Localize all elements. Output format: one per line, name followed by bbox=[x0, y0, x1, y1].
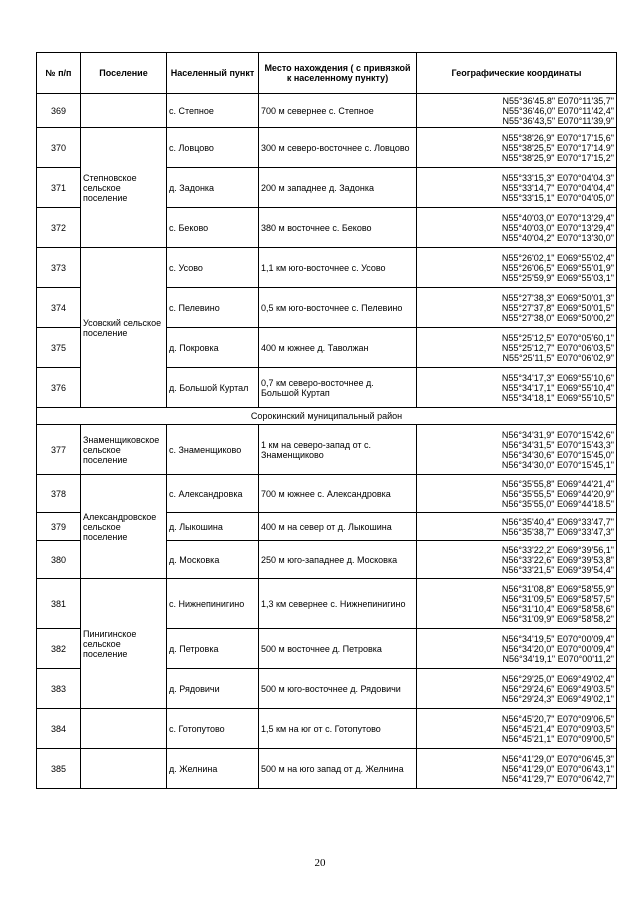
row-number: 374 bbox=[37, 288, 81, 328]
coord-line: N56°33'21,5" E069°39'54,4" bbox=[501, 564, 614, 575]
row-number: 380 bbox=[37, 541, 81, 579]
locality-cell: д. Рядовичи bbox=[167, 669, 259, 709]
place-cell: 1,3 км севернее с. Нижнепинигино bbox=[259, 579, 417, 629]
coords-cell bbox=[417, 579, 617, 629]
coord-line: N55°33'15,3" E070°04'04.3" bbox=[501, 172, 614, 183]
locality-cell: с. Готопутово bbox=[167, 709, 259, 749]
coord-line: N55°34'17,3" E069°55'10,6" bbox=[501, 372, 614, 383]
coord-line: N56°35'55,5" E069°44'20,9" bbox=[501, 488, 614, 499]
coord-line: N55°27'38,3" E069°50'01,3" bbox=[501, 292, 614, 303]
header-locality: Населенный пункт bbox=[167, 53, 259, 94]
place-cell: 250 м юго-западнее д. Московка bbox=[259, 541, 417, 579]
locality-cell: с. Знаменщиково bbox=[167, 425, 259, 475]
settlement-cell: Знаменщиковское сельское поселение bbox=[81, 425, 167, 475]
locality-cell: с. Беково bbox=[167, 208, 259, 248]
row-number: 378 bbox=[37, 475, 81, 513]
coord-line: N56°33'22,2" E069°39'56,1" bbox=[501, 544, 614, 555]
coord-line: N56°35'38,7" E069°33'47,3" bbox=[501, 526, 614, 537]
row-number: 379 bbox=[37, 513, 81, 541]
table-row bbox=[37, 749, 617, 789]
place-cell: 700 м южнее с. Александровка bbox=[259, 475, 417, 513]
coords-cell bbox=[417, 288, 617, 328]
coord-line: N56°35'40,4" E069°33'47,7" bbox=[501, 516, 614, 527]
coords-cell bbox=[417, 425, 617, 475]
page-number: 20 bbox=[314, 857, 326, 869]
settlement-cell-empty bbox=[81, 94, 167, 128]
section-row bbox=[37, 408, 617, 425]
coords-cell bbox=[417, 629, 617, 669]
locality-cell: с. Ловцово bbox=[167, 128, 259, 168]
coord-line: N56°31'08,8" E069°58'55,9" bbox=[501, 583, 614, 594]
place-cell: 400 м на север от д. Лыкошина bbox=[259, 513, 417, 541]
coord-line: N55°26'02,1" E069°55'02,4" bbox=[501, 252, 614, 263]
coord-line: N56°34'30,0" E070°15'45,1" bbox=[501, 459, 614, 470]
coord-line: N55°40'03,0" E070°13'29,4" bbox=[501, 212, 614, 223]
coord-line: N55°27'37,8" E069°50'01,5" bbox=[501, 302, 614, 313]
place-cell: 1,1 км юго-восточнее с. Усово bbox=[259, 248, 417, 288]
place-cell: 300 м северо-восточнее с. Ловцово bbox=[259, 128, 417, 168]
coord-line: N55°25'12,5" E070°05'60,1" bbox=[501, 332, 614, 343]
header-num: № п/п bbox=[37, 53, 81, 94]
coord-line: N56°45'21,1" E070°09'00,5" bbox=[501, 733, 614, 744]
coords-cell bbox=[417, 328, 617, 368]
coord-line: N55°34'18,1" E069°55'10,5" bbox=[501, 392, 614, 403]
place-cell: 700 м севернее с. Степное bbox=[259, 94, 417, 128]
row-number: 370 bbox=[37, 128, 81, 168]
coord-line: N55°38'25,5" E070°17'14.9" bbox=[501, 142, 614, 153]
table-header-row bbox=[37, 53, 617, 94]
coords-cell bbox=[417, 749, 617, 789]
coord-line: N56°31'09,9" E069°58'58,2" bbox=[501, 613, 614, 624]
coord-line: N55°26'06,5" E069°55'01,9" bbox=[501, 262, 614, 273]
row-number: 384 bbox=[37, 709, 81, 749]
coord-line: N55°25'12,7" E070°06'03,5" bbox=[501, 342, 614, 353]
row-number: 371 bbox=[37, 168, 81, 208]
row-number: 372 bbox=[37, 208, 81, 248]
locality-cell: с. Пелевино bbox=[167, 288, 259, 328]
table-row bbox=[37, 128, 617, 168]
table-row bbox=[37, 425, 617, 475]
coord-line: N55°25'11,5" E070°06'02,9" bbox=[502, 352, 614, 363]
table-row bbox=[37, 475, 617, 513]
coord-line: N55°34'17,1" E069°55'10,4" bbox=[501, 382, 614, 393]
locality-cell: с. Степное bbox=[167, 94, 259, 128]
place-cell: 400 м южнее д. Таволжан bbox=[259, 328, 417, 368]
coord-line: N55°38'26,9" E070°17'15,6" bbox=[501, 132, 614, 143]
settlement-cell: Пинигинское сельское поселение bbox=[81, 579, 167, 709]
coord-line: N56°34'30,6" E070°15'45,0" bbox=[501, 449, 614, 460]
coord-line: N56°29'25,0" E069°49'02,4" bbox=[501, 673, 614, 684]
header-settlement: Поселение bbox=[81, 53, 167, 94]
coords-cell bbox=[417, 541, 617, 579]
coords-cell bbox=[417, 709, 617, 749]
locality-cell: с. Усово bbox=[167, 248, 259, 288]
place-cell: 200 м западнее д. Задонка bbox=[259, 168, 417, 208]
coords-cell bbox=[417, 669, 617, 709]
place-cell: 1 км на северо-запад от с. Знаменщиково bbox=[259, 425, 417, 475]
coord-line: N56°31'10,4" E069°58'58,6" bbox=[501, 603, 614, 614]
row-number: 377 bbox=[37, 425, 81, 475]
place-cell: 500 м юго-восточнее д. Рядовичи bbox=[259, 669, 417, 709]
row-number: 375 bbox=[37, 328, 81, 368]
coords-cell bbox=[417, 513, 617, 541]
place-cell: 1,5 км на юг от с. Готопутово bbox=[259, 709, 417, 749]
locality-cell: д. Петровка bbox=[167, 629, 259, 669]
coord-line: N55°33'14,7" E070°04'04,4" bbox=[501, 182, 614, 193]
coords-cell bbox=[417, 128, 617, 168]
row-number: 369 bbox=[37, 94, 81, 128]
locality-cell: д. Покровка bbox=[167, 328, 259, 368]
coords-cell bbox=[417, 168, 617, 208]
coord-line: N56°31'09,5" E069°58'57,5" bbox=[501, 593, 614, 604]
coord-line: N56°45'21,4" E070°09'03,5" bbox=[501, 723, 614, 734]
coords-cell bbox=[417, 94, 617, 128]
table-row bbox=[37, 248, 617, 288]
coord-line: N56°34'31,9" E070°15'42,6" bbox=[501, 429, 614, 440]
coord-line: N56°35'55,0" E069°44'18.5" bbox=[501, 498, 614, 509]
settlement-cell-empty bbox=[81, 749, 167, 789]
coords-cell bbox=[417, 208, 617, 248]
section-title: Сорокинский муниципальный район bbox=[37, 408, 617, 425]
coordinates-table bbox=[36, 52, 617, 789]
locality-cell: с. Александровка bbox=[167, 475, 259, 513]
locality-cell: д. Желнина bbox=[167, 749, 259, 789]
place-cell: 380 м восточнее с. Беково bbox=[259, 208, 417, 248]
coord-line: N55°33'15,1" E070°04'05,0" bbox=[501, 192, 614, 203]
row-number: 382 bbox=[37, 629, 81, 669]
coord-line: N56°34'31,5" E070°15'43,3" bbox=[501, 439, 614, 450]
coords-cell bbox=[417, 368, 617, 408]
coord-line: N56°33'22,6" E069°39'53,8" bbox=[501, 554, 614, 565]
locality-cell: д. Лыкошина bbox=[167, 513, 259, 541]
table-row bbox=[37, 709, 617, 749]
coord-line: N56°41'29,7" E070°06'42,7" bbox=[501, 773, 614, 784]
coord-line: N56°41'29,0" E070°06'45,3" bbox=[501, 753, 614, 764]
coord-line: N55°40'03,0" E070°13'29,4" bbox=[501, 222, 614, 233]
coord-line: N56°34'20,0" E070°00'09,4" bbox=[501, 643, 614, 654]
coord-line: N55°25'59,9" E069°55'03,1" bbox=[501, 272, 614, 283]
table-row bbox=[37, 579, 617, 629]
locality-cell: д. Московка bbox=[167, 541, 259, 579]
row-number: 373 bbox=[37, 248, 81, 288]
locality-cell: д. Большой Куртал bbox=[167, 368, 259, 408]
place-cell: 500 м на юго запад от д. Желнина bbox=[259, 749, 417, 789]
coords-cell bbox=[417, 248, 617, 288]
row-number: 376 bbox=[37, 368, 81, 408]
settlement-cell: Степновское сельское поселение bbox=[81, 128, 167, 248]
coord-line: N56°45'20,7" E070°09'06,5" bbox=[501, 713, 614, 724]
settlement-cell-empty bbox=[81, 709, 167, 749]
coord-line: N56°34'19,5" E070°00'09,4" bbox=[501, 633, 614, 644]
place-cell: 500 м восточнее д. Петровка bbox=[259, 629, 417, 669]
header-place: Место нахождения ( с привязкой к населенному пункту) bbox=[259, 53, 417, 94]
row-number: 381 bbox=[37, 579, 81, 629]
row-number: 385 bbox=[37, 749, 81, 789]
coord-line: N56°41'29,0" E070°06'43,1" bbox=[501, 763, 614, 774]
row-number: 383 bbox=[37, 669, 81, 709]
coord-line: N56°35'55,8" E069°44'21,4" bbox=[501, 478, 614, 489]
locality-cell: с. Нижнепинигино bbox=[167, 579, 259, 629]
coord-line: N56°29'24,3" E069°49'02,1" bbox=[501, 693, 614, 704]
coord-line: N56°34'19,1" E070°00'11,2" bbox=[502, 653, 614, 664]
coord-line: N55°36'45.8" E070°11'35,7" bbox=[502, 95, 614, 106]
coord-line: N55°40'04,2" E070°13'30,0" bbox=[501, 232, 614, 243]
coord-line: N55°27'38,0" E069°50'00,2" bbox=[501, 312, 614, 323]
locality-cell: д. Задонка bbox=[167, 168, 259, 208]
settlement-cell: Усовский сельское поселение bbox=[81, 248, 167, 408]
place-cell: 0,5 км юго-восточнее с. Пелевино bbox=[259, 288, 417, 328]
table-row bbox=[37, 94, 617, 128]
coord-line: N55°36'43,5" E070°11'39,9" bbox=[502, 115, 614, 126]
coord-line: N55°38'25,9" E070°17'15,2" bbox=[501, 152, 614, 163]
settlement-cell: Александровское сельское поселение bbox=[81, 475, 167, 579]
coord-line: N56°29'24,6" E069°49'03.5" bbox=[501, 683, 614, 694]
place-cell: 0,7 км северо-восточнее д. Большой Куртап bbox=[259, 368, 417, 408]
header-coords: Географические координаты bbox=[417, 53, 617, 94]
coord-line: N55°36'46,0" E070°11'42,4" bbox=[502, 105, 614, 116]
coords-cell bbox=[417, 475, 617, 513]
